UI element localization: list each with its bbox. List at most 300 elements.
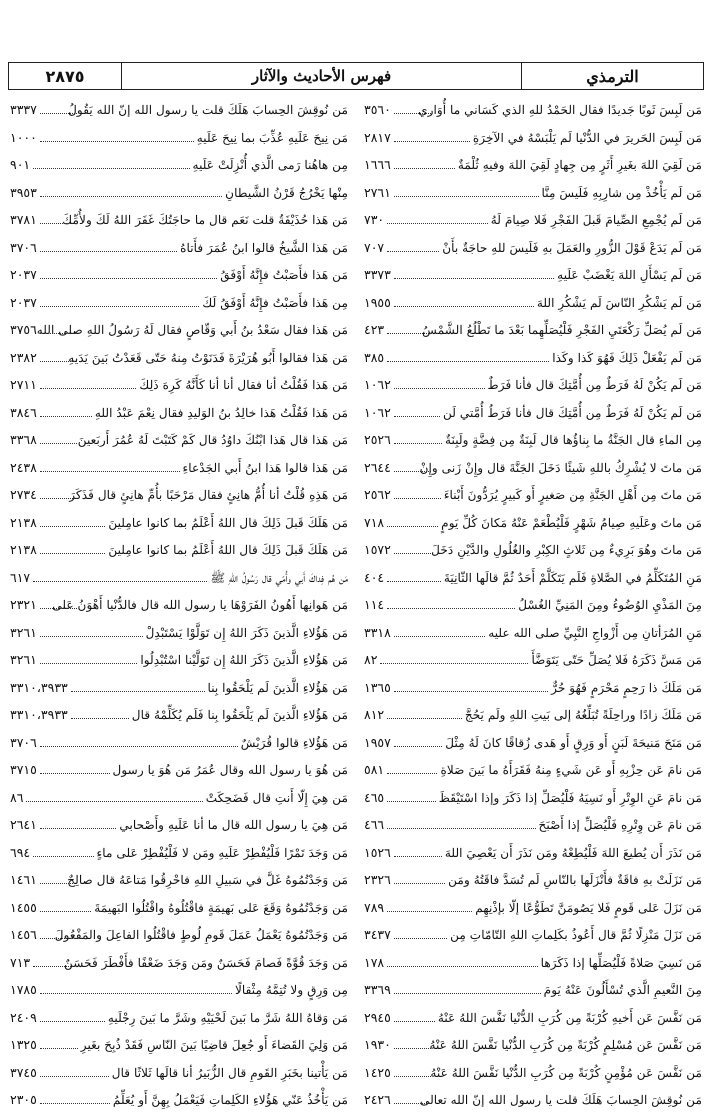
dot-leader (40, 526, 105, 527)
index-entry (364, 757, 702, 779)
hadith-number: ٢٤٠٩ (10, 1009, 37, 1025)
hadith-opening: مَن هَذا الشَّيخُ قالوا ابنُ عُمَرَ فأَتاهُ (180, 240, 348, 255)
dot-leader (387, 251, 439, 252)
dot-leader (40, 113, 77, 114)
hadith-opening: مِنَ النَّعيمِ الَّذي تُسْأَلُونَ عَنْهُ يَومَ (543, 983, 702, 997)
hadith-opening: مَن وَقاهُ اللهُ شَرَّ ما بَينَ لَحْيَيْهِ وشَرَّ ما بَينَ رِجْلَيهِ (107, 1010, 348, 1025)
index-entry (10, 290, 348, 312)
hadith-number: ٣٣٧٣ (364, 267, 391, 282)
hadith-number: ٧٣٠ (364, 212, 385, 227)
hadith-number: ٢٣٨٢ (10, 349, 37, 365)
dot-leader (394, 636, 485, 637)
hadith-opening: مَن نَفَّسَ عَن مُؤْمِنٍ كُرْبَةً مِن كُرَبِ الدُّنْيا نَفَّسَ اللهُ عَنْهُ (430, 1065, 702, 1080)
hadith-opening: مِن وَرِقٍ ولا تُتِمَّهُ مِثْقالًا (234, 983, 348, 997)
dot-leader (387, 801, 436, 802)
hadith-number: ١٩٣٠ (364, 1037, 391, 1052)
dot-leader (40, 636, 143, 637)
dot-leader (40, 1076, 109, 1077)
index-entry (364, 1005, 702, 1027)
hadith-opening: مَنِ المُتَكَلِّمُ في الصَّلاةِ فَلَم يَتَكَلَّمْ أَحَدٌ ثُمَّ قالَها الثّانِيَةَ (443, 570, 702, 585)
dot-leader (394, 1076, 431, 1077)
dot-leader (387, 581, 441, 582)
index-entry (10, 1032, 348, 1054)
dot-leader (394, 553, 431, 554)
hadith-number: ٢٧٣٤ (10, 487, 37, 502)
hadith-opening: مَن لَم يُصَلِّ رَكْعَتَيِ الفَجْرِ فَلْيُصَلِّهِما بَعْدَ ما تَطْلُعُ الشَّمْسُ (422, 323, 702, 337)
hadith-number: ١٣٦٥ (364, 679, 391, 695)
hadith-number: ١٠٦٢ (364, 377, 391, 392)
index-entry (10, 207, 348, 229)
hadith-number: ٢١٣٨ (10, 514, 37, 530)
hadith-opening: مَن نُوقِشَ الحِسابَ هَلَكَ قلت يا رسول الله إنّ الله تعالى (419, 1093, 702, 1107)
hadith-number: ٣٥٦٠ (364, 102, 391, 117)
hadith-number: ٣٨٤٦ (10, 404, 37, 420)
hadith-number: ١٩٥٧ (364, 734, 391, 750)
hadith-opening: مَن نامَ عَنِ الوِتْرِ أَو نَسِيَهُ فَلْيُصَلِّ إذا ذَكَرَ وإذا اسْتَيْقَظَ (438, 790, 702, 805)
hadith-opening: مَن لَقِيَ اللهَ بغَيرِ أَثَرٍ مِن جِهادٍ لَقِيَ اللهَ وفيهِ ثُلْمَةٌ (457, 158, 702, 172)
hadith-number: ٦٩٤ (10, 844, 31, 860)
hadith-opening: مِنَ المَذْيِ الوُضُوءُ ومِنَ المَنِيِّ الغُسْلُ (518, 598, 702, 612)
index-entry (364, 977, 702, 999)
hadith-number: ٧٠٧ (364, 239, 385, 255)
index-entry (364, 1060, 702, 1082)
book-name: الترمذي (521, 63, 703, 89)
index-entry (364, 1032, 702, 1054)
dot-leader (394, 196, 539, 197)
index-entry (10, 1005, 348, 1027)
index-entry (10, 317, 348, 339)
hadith-number: ١٤٥٥ (10, 899, 37, 915)
index-entry (364, 207, 702, 229)
hadith-opening: مَن ماتَ مِن أَهْلِ الجَنَّةِ مِن صَغيرٍ أَو كَبيرٍ يُرَدُّونَ أَبْناءَ (443, 488, 702, 502)
hadith-number: ٢٤٣٨ (10, 459, 37, 475)
hadith-opening: مَن هَذا فقال سَعْدُ بنُ أَبي وَقّاصٍ فقال لَهُ رَسُولُ اللهِ صلى الله (36, 323, 348, 337)
index-entry (10, 427, 348, 449)
hadith-number: ١٤٥٦ (10, 927, 37, 942)
hadith-number: ١٠٦٢ (364, 404, 391, 420)
hadith-opening: مَن نامَ عَن وِتْرِهِ فَلْيُصَلِّ إذا أَصْبَحَ (538, 818, 702, 832)
index-entry (10, 1087, 348, 1109)
index-title: فهرس الأحاديث والآثار (121, 63, 521, 89)
dot-leader (26, 801, 202, 802)
index-entry (364, 262, 702, 284)
hadith-opening: مَن يَأْتينا بخَبَرِ القَومِ قال الزُّبَيرُ أنا قالَها ثَلاثًا قال (111, 1065, 348, 1080)
index-entry (10, 235, 348, 257)
index-entry (364, 125, 702, 147)
hadith-number: ١٥٧٢ (364, 542, 391, 557)
hadith-number: ٢٦٤١ (10, 817, 37, 832)
dot-leader (380, 663, 528, 664)
dot-leader (394, 938, 447, 939)
index-entry (10, 565, 348, 587)
hadith-number: ١٧٨ (364, 954, 385, 970)
hadith-opening: مَن مَنَحَ مَنيحَةَ لَبَنٍ أَو وَرِقٍ أَو هَدى زُقاقًا كانَ لَهُ مِثْلَ (445, 735, 702, 750)
dot-leader (387, 526, 438, 527)
dot-leader (40, 498, 77, 499)
hadith-opening: مَن هَؤُلاءِ الَّذينَ ذَكَرَ اللهُ إِن تَوَلَّوْا يَسْتَبْدِلْ (145, 625, 348, 640)
hadith-number: ٨١٢ (364, 707, 385, 722)
index-entry (10, 125, 348, 147)
hadith-number: ٩٠١ (10, 157, 31, 172)
index-entry (10, 510, 348, 532)
index-entry (364, 152, 702, 174)
dot-leader (394, 471, 431, 472)
hadith-opening: مَن لَم يَدَعْ قَوْلَ الزُّورِ والعَمَلَ بهِ فَلَيسَ للهِ حاجَةٌ بأَنْ (442, 240, 702, 255)
hadith-opening: مَن هَلَكَ قَبلَ ذَلِكَ قال اللهُ أَعْلَمُ بما كانوا عامِلينَ (108, 543, 348, 557)
hadith-opening: مَن لَم يَأْخُذْ مِن شارِبِهِ فَلَيسَ مِنَّا (541, 185, 702, 200)
index-entry (364, 785, 702, 807)
hadith-number: ٥٨١ (364, 762, 385, 777)
hadith-opening: مَن وَجَدَ قُوَّةً فَصامَ فَحَسَنٌ ومَن وَجَدَ ضَعْفًا فأَفْطَرَ فَحَسَنٌ (63, 955, 348, 970)
hadith-opening: مَن نَسِيَ صَلاةً فَلْيُصَلِّها إذا ذَكَرَها (540, 955, 702, 970)
hadith-number: ٢٤٢٦ (364, 1092, 391, 1107)
hadith-opening: مَن ماتَ وهُوَ بَرِيءٌ مِن ثَلاثٍ الكِبْرِ والغُلُولِ والدَّيْنِ دَخَلَ (431, 543, 702, 557)
dot-leader (394, 443, 442, 444)
dot-leader (394, 498, 441, 499)
dot-leader (40, 306, 200, 307)
dot-leader (394, 746, 442, 747)
index-entry (10, 977, 348, 999)
hadith-number: ٤٠٤ (364, 569, 385, 585)
index-entry (10, 757, 348, 779)
hadith-opening: مَن هَذا فأَصَبْتُ فإِنَّهُ أَوْفَقُ (220, 268, 348, 282)
dot-leader (394, 168, 455, 169)
index-entry (364, 400, 702, 422)
dot-leader (33, 581, 207, 582)
hadith-number: ٧١٨ (364, 514, 385, 530)
hadith-number: ٦١٧ (10, 569, 31, 585)
dot-leader (387, 223, 488, 224)
hadith-opening: مَن هِيَ إِلّا أَنتِ قال فَضَحِكَتْ (205, 790, 348, 805)
dot-leader (394, 278, 554, 279)
dot-leader (387, 828, 535, 829)
index-entry (364, 702, 702, 724)
dot-leader (40, 746, 238, 747)
index-entry (10, 840, 348, 862)
dot-leader (40, 883, 77, 884)
index-entry (10, 702, 348, 724)
hadith-number: ٣٧٠٦ (10, 239, 37, 255)
dot-leader (394, 1048, 431, 1049)
hadith-number: ٢٣٢١ (10, 597, 37, 612)
dot-leader (394, 388, 485, 389)
dot-leader (71, 718, 129, 719)
index-entry (364, 482, 702, 504)
dot-leader (33, 856, 93, 857)
dot-leader (40, 1103, 110, 1104)
hadith-opening: مَن مَلَكَ زادًا وراحِلَةً تُبَلِّغُهُ إلى بَيتِ اللهِ ولَم يَحُجَّ (464, 708, 702, 722)
hadith-number: ٢٣٠٥ (10, 1092, 37, 1107)
hadith-opening: مَن ماتَ لا يُشْرِكُ باللهِ شَيئًا دَخَلَ الجَنَّةَ قال وإِنْ زَنى وإِنْ (419, 460, 702, 475)
dot-leader (394, 856, 442, 857)
hadith-number: ١٩٥٥ (364, 294, 391, 310)
dot-leader (40, 1048, 78, 1049)
hadith-number: ٧٨٩ (364, 899, 385, 915)
index-entry (10, 372, 348, 394)
hadith-opening: مَن هَوانِها أَهُونُ الفَرَوْهَا يا رسول الله قال فالدُّنْيا أَهْوَنُ عَلى (52, 598, 348, 612)
hadith-opening: مَن هَؤُلاءِ الَّذينَ لَم يَلْحَقُوا بِنا (207, 680, 348, 695)
hadith-number: ٢٩٤٥ (364, 1009, 391, 1025)
dot-leader (394, 993, 541, 994)
index-entry (10, 675, 348, 697)
hadith-opening: مَن لَبِسَ الحَريرَ في الدُّنْيا لَم يَلْبَسْهُ في الآخِرَةِ (472, 130, 702, 145)
hadith-number: ١٥٢٦ (364, 844, 391, 860)
index-entry (364, 565, 702, 587)
hadith-number: ٤٦٦ (364, 817, 385, 832)
index-entry (364, 317, 702, 339)
dot-leader (394, 1103, 431, 1104)
index-entry (364, 345, 702, 367)
hadith-number: ١٤٦١ (10, 872, 37, 887)
index-entry (364, 427, 702, 449)
dot-leader (387, 608, 515, 609)
dot-leader (40, 141, 194, 142)
dot-leader (40, 443, 77, 444)
hadith-opening: مَن هَلَكَ قَبلَ ذَلِكَ قال اللهُ أَعْلَمُ بما كانوا عامِلينَ (108, 515, 348, 530)
dot-leader (40, 471, 180, 472)
hadith-number: ٢٨١٧ (364, 129, 391, 145)
dot-leader (40, 223, 77, 224)
hadith-opening: مَنِ المُرَأتانِ مِن أَزْواجِ النَّبِيِّ صلى الله عليه (488, 625, 702, 640)
index-entry (364, 290, 702, 312)
hadith-number: ٨٦ (10, 789, 24, 805)
hadith-opening: مَن هَذا قال هَذا ابْنُكَ داوُدُ قال كَمْ كَتَبْتَ لَهُ عُمُرَ أَربَعينَ (77, 433, 348, 447)
hadith-number: ٨٢ (364, 652, 378, 667)
dot-leader (40, 938, 77, 939)
dot-leader (394, 691, 548, 692)
hadith-opening: مَن لَم يَكُنْ لَهُ فَرَطٌ مِن أُمَّتِكَ قال فأنا فَرَطُ أُمَّتي لَن (443, 405, 702, 420)
hadith-opening: مِنْها يَخْرُجُ قَرْنُ الشَّيطانِ (225, 185, 348, 200)
hadith-number: ٢٥٢٦ (364, 432, 391, 447)
hadith-number: ٣٧٨١ (10, 212, 37, 227)
index-entry (364, 840, 702, 862)
hadith-opening: مَن هَؤُلاءِ الَّذينَ لَم يَلْحَقُوا بِنا فَلَم يُكَلِّمْهُ قال (131, 708, 348, 722)
hadith-opening: مَن نامَ عَن حِزْبِهِ أَو عَن شَيءٍ مِنهُ فَقَرَأَهُ ما بَينَ صَلاةِ (440, 763, 702, 777)
hadith-opening: مِن هَذا فأَصَبْتُ فإِنَّهُ أَوْفَقُ لَكَ (202, 295, 348, 310)
dot-leader (40, 911, 91, 912)
dot-leader (40, 1021, 105, 1022)
hadith-number: ٣٧٥٦ (10, 322, 37, 337)
dot-leader (33, 966, 77, 967)
hadith-number: ٧١٣ (10, 954, 31, 970)
dot-leader (71, 691, 205, 692)
dot-leader (40, 333, 77, 334)
hadith-number: ٢٦٤٤ (364, 459, 391, 475)
index-entry (10, 180, 348, 202)
dot-leader (40, 773, 110, 774)
index-entry (10, 950, 348, 972)
hadith-opening: مَن هَذا فقالوا أَبُو هُرَيْرَةَ فَدَنَوْتُ مِنهُ حَتّى قَعَدْتُ بَينَ يَدَيهِ (68, 350, 348, 365)
dot-leader (40, 416, 92, 417)
hadith-opening: مَن لَم يَشْكُرِ النّاسَ لَم يَشْكُرِ اللهَ (536, 295, 702, 310)
hadith-number: ٢٣٢٦ (364, 872, 391, 887)
hadith-number: ٣٧٠٦ (10, 734, 37, 750)
hadith-number: ٣٤٣٧ (364, 927, 391, 942)
index-entry (364, 922, 702, 944)
index-entry (364, 950, 702, 972)
hadith-opening: مَن نَزَلَتْ بهِ فاقَةٌ فأَنْزَلَها بالنّاسِ لَم تُسَدَّ فاقَتُهُ ومَن (448, 873, 702, 887)
index-entry (10, 647, 348, 669)
hadith-opening: مَن لَم يَفْعَلْ ذَلِكَ فَهُوَ كَذا وكَذا (552, 350, 702, 365)
hadith-opening: مِن هاهُنا رَمى الَّذي أُنْزِلَتْ عَلَيهِ (192, 158, 348, 172)
hadith-opening: مَن مَسَّ ذَكَرَهُ فَلا يُصَلِّ حَتّى يَتَوَضَّأَ (531, 653, 702, 667)
hadith-number: ٣٨٥ (364, 349, 385, 365)
hadith-number: ٣٢٦١ (10, 652, 37, 667)
hadith-number: ٣٩٥٣ (10, 184, 37, 200)
dot-leader (40, 608, 77, 609)
hadith-opening: مَن هُوَ يا رسول الله وقال عُمَرُ مَن هُوَ يا رسول (112, 763, 348, 777)
index-entry (10, 262, 348, 284)
hadith-number: ١٣٢٥ (10, 1037, 37, 1052)
index-entry (10, 482, 348, 504)
dot-leader (394, 416, 440, 417)
hadith-number: ١١٤ (364, 597, 385, 612)
index-entry (10, 345, 348, 367)
hadith-opening: مَن ماتَ وعَلَيهِ صِيامُ شَهْرٍ فَلْيُطْعَمْ عَنْهُ مَكانَ كُلِّ يَومٍ (441, 515, 702, 530)
dot-leader (387, 966, 537, 967)
hadith-opening: مَن نَذَرَ أَن يُطيعَ اللهَ فَلْيُطِعْهُ ومَن نَذَرَ أَن يَعْصِيَ اللهَ (444, 845, 702, 860)
hadith-opening: مَن وَجَدْتُمُوهُ غَلَّ في سَبيلِ اللهِ فاحْرِقُوا مَتاعَهُ قال صالِحٌ (67, 873, 348, 887)
hadith-opening: مَن وَجَدْتُمُوهُ وَقَعَ عَلى بَهيمَةٍ فاقْتُلُوهُ واقْتُلُوا البَهيمَةَ (94, 900, 348, 915)
hadith-opening: مَن هَؤُلاءِ الَّذينَ ذَكَرَ اللهُ إِن تَوَلَّيْنا اسْتُبْدِلُوا (140, 653, 348, 667)
hadith-opening: مَن نُوقِشَ الحِسابَ هَلَكَ قلت يا رسول الله إنّ الله يَقُولُ (68, 103, 348, 117)
hadith-number: ٣٣١٠،٣٩٣٣ (10, 707, 68, 722)
hadith-number: ٤٦٥ (364, 789, 385, 805)
dot-leader (33, 168, 189, 169)
dot-leader (394, 113, 431, 114)
index-entry (10, 730, 348, 752)
index-entry (10, 592, 348, 614)
index-entry (364, 647, 702, 669)
index-entry (10, 97, 348, 119)
hadith-number: ٢٧١١ (10, 377, 37, 392)
hadith-opening: مَن هَذا فَقُلْتُ أنا فقال أنا أنا كَأَنَّهُ كَرِهَ ذَلِكَ (139, 378, 348, 392)
dot-leader (40, 196, 222, 197)
hadith-opening: مَن لَم يَكُنْ لَهُ فَرَطٌ مِن أُمَّتِكَ قال فأنا فَرَطٌ (487, 378, 702, 392)
index-entry (10, 812, 348, 834)
dot-leader (40, 388, 136, 389)
hadith-opening: مَن وَجَدَ تَمْرًا فَلْيُفْطِرْ عَلَيهِ ومَن لا فَلْيُفْطِرْ عَلى ماءٍ (96, 845, 348, 860)
dot-leader (394, 1021, 435, 1022)
index-entry (10, 400, 348, 422)
index-entry (364, 592, 702, 614)
dot-leader (40, 251, 177, 252)
hadith-number: ٣٣١٠،٣٩٣٣ (10, 679, 68, 695)
index-entry (10, 867, 348, 889)
hadith-number: ٣٣٣٧ (10, 102, 37, 117)
index-entry (10, 537, 348, 559)
hadith-opening: مَن نِيحَ عَلَيهِ عُذِّبَ بما نِيحَ عَلَيهِ (196, 130, 348, 145)
dot-leader (40, 663, 137, 664)
hadith-opening: مَن هَذا حُذَيْفَةُ قلت نَعَم قال ما حاجَتُكَ غَفَرَ اللهُ لَكَ ولأُمِّكَ (62, 213, 348, 227)
hadith-opening: مَن هَؤُلاءِ قالوا قُرَيْشٌ (240, 735, 348, 750)
index-entry (10, 1060, 348, 1082)
index-entry (364, 812, 702, 834)
index-entry (364, 235, 702, 257)
hadith-opening: مَن نَزَلَ مَنْزِلًا ثُمَّ قال أَعُوذُ بكَلِماتِ اللهِ التّامّاتِ مِن (450, 928, 702, 942)
dot-leader (40, 361, 77, 362)
hadith-opening: مَن يَأْخُذُ عَنّي هَؤُلاءِ الكَلِماتِ فَيَعْمَلُ بِهِنَّ أَو يُعَلِّمُ (112, 1093, 348, 1107)
dot-leader (40, 993, 232, 994)
dot-leader (387, 773, 437, 774)
hadith-number: ٣٢٦١ (10, 624, 37, 640)
index-entry (364, 1087, 702, 1109)
hadith-number: ٢٥٦٢ (364, 487, 391, 502)
index-entry (364, 537, 702, 559)
dot-leader (394, 883, 445, 884)
index-entry (364, 867, 702, 889)
hadith-number: ٢١٣٨ (10, 542, 37, 557)
hadith-opening: مَن نَفَّسَ عَن مُسْلِمٍ كُرْبَةً مِن كُرَبِ الدُّنْيا نَفَّسَ اللهُ عَنْهُ (429, 1038, 702, 1052)
page-header (8, 62, 704, 90)
hadith-opening: مَن هَذا قالوا هَذا ابنُ أَبي الجَدْعاءِ (182, 460, 348, 475)
dot-leader (387, 718, 462, 719)
index-entry (10, 152, 348, 174)
hadith-opening: مَن هَذا فَقُلْتُ هَذا خالِدُ بنُ الوَليدِ فقال نِعْمَ عَبْدُ اللهِ (94, 405, 348, 420)
page-number: ٢٨٧٥ (45, 66, 85, 86)
index-entry (10, 922, 348, 944)
hadith-opening: مَن لَم يُجْمِعِ الصِّيامَ قَبلَ الفَجْرِ فَلا صِيامَ لَهُ (490, 213, 702, 227)
dot-leader (387, 333, 431, 334)
hadith-opening: مَن نَفَّسَ عَن أَخيهِ كُرْبَةً مِن كُرَبِ الدُّنْيا نَفَّسَ اللهُ عَنْهُ (437, 1010, 702, 1025)
dot-leader (40, 828, 116, 829)
hadith-opening: مَن لَم يَسْأَلِ اللهَ يَغْضَبْ عَلَيهِ (557, 268, 702, 282)
hadith-opening: مَن لَبِسَ ثَوبًا جَديدًا فقال الحَمْدُ للهِ الذي كَسَاني ما أُوَاري (418, 103, 702, 117)
dot-leader (394, 141, 470, 142)
hadith-number: ٤٢٣ (364, 322, 385, 337)
hadith-opening: مِن الماءِ قال الجَنَّةُ ما بِناؤُها قال لَبِنَةٌ مِن فِضَّةٍ ولَبِنَةٌ (445, 433, 702, 447)
hadith-number: ٣٣٦٩ (364, 982, 391, 997)
hadith-number: ١٠٠٠ (10, 129, 37, 145)
hadith-number: ٣٧٤٥ (10, 1064, 37, 1080)
hadith-opening: مَن مَلَكَ ذا رَحِمٍ مَحْرَمٍ فَهُوَ حُرٌّ (551, 680, 702, 695)
index-entry (364, 675, 702, 697)
index-entry (10, 895, 348, 917)
hadith-opening: مَن وَجَدْتُمُوهُ يَعْمَلُ عَمَلَ قَومِ لُوطٍ فاقْتُلُوا الفاعِلَ والمَفْعُولَ (54, 928, 348, 942)
hadith-number: ٣٧١٥ (10, 762, 37, 777)
index-entry (10, 620, 348, 642)
hadith-opening: مَن هَذِهِ قُلْتُ أنا أُمُّ هانِئٍ فقال مَرْحَبًا بأُمِّ هانِئٍ قال فَذَكَرَ (69, 488, 348, 502)
hadith-number: ٣٣١٨ (364, 624, 391, 640)
index-entry (364, 620, 702, 642)
index-entry (10, 455, 348, 477)
index-entry (364, 730, 702, 752)
index-entry (364, 895, 702, 917)
hadith-opening: مَن وَلِيَ القَضاءَ أَو جُعِلَ قاضِيًا بَينَ النّاسِ فَقَدْ ذُبِحَ بغَيرِ (80, 1038, 348, 1052)
hadith-number: ٢٠٣٧ (10, 294, 37, 310)
index-entry (364, 372, 702, 394)
hadith-opening: مَن هُم فِداكَ أَبي وأُمّي قال رَسُولُ اللهِ ﷺ (210, 570, 348, 585)
hadith-number: ٢٠٣٧ (10, 267, 37, 282)
hadith-opening: مَن نَزَلَ عَلى قَومٍ فَلا يَصُومَنَّ تَطَوُّعًا إلّا بإذْنِهِم (475, 900, 702, 915)
dot-leader (40, 278, 217, 279)
hadith-opening: مَن هِيَ يا رسول الله قال ما أنا عَلَيهِ وأَصْحابي (119, 818, 348, 832)
index-entry (10, 785, 348, 807)
dot-leader (387, 361, 549, 362)
dot-leader (387, 911, 472, 912)
dot-leader (394, 306, 534, 307)
dot-leader (40, 553, 105, 554)
hadith-number: ٢٧٦١ (364, 184, 391, 200)
index-entry (364, 510, 702, 532)
hadith-number: ١٤٢٥ (364, 1064, 391, 1080)
index-entry (364, 97, 702, 119)
hadith-number: ٣٣٦٨ (10, 432, 37, 447)
hadith-number: ١٦٦٦ (364, 157, 391, 172)
hadith-number: ١٧٨٥ (10, 982, 37, 997)
index-entry (364, 180, 702, 202)
index-entry (364, 455, 702, 477)
